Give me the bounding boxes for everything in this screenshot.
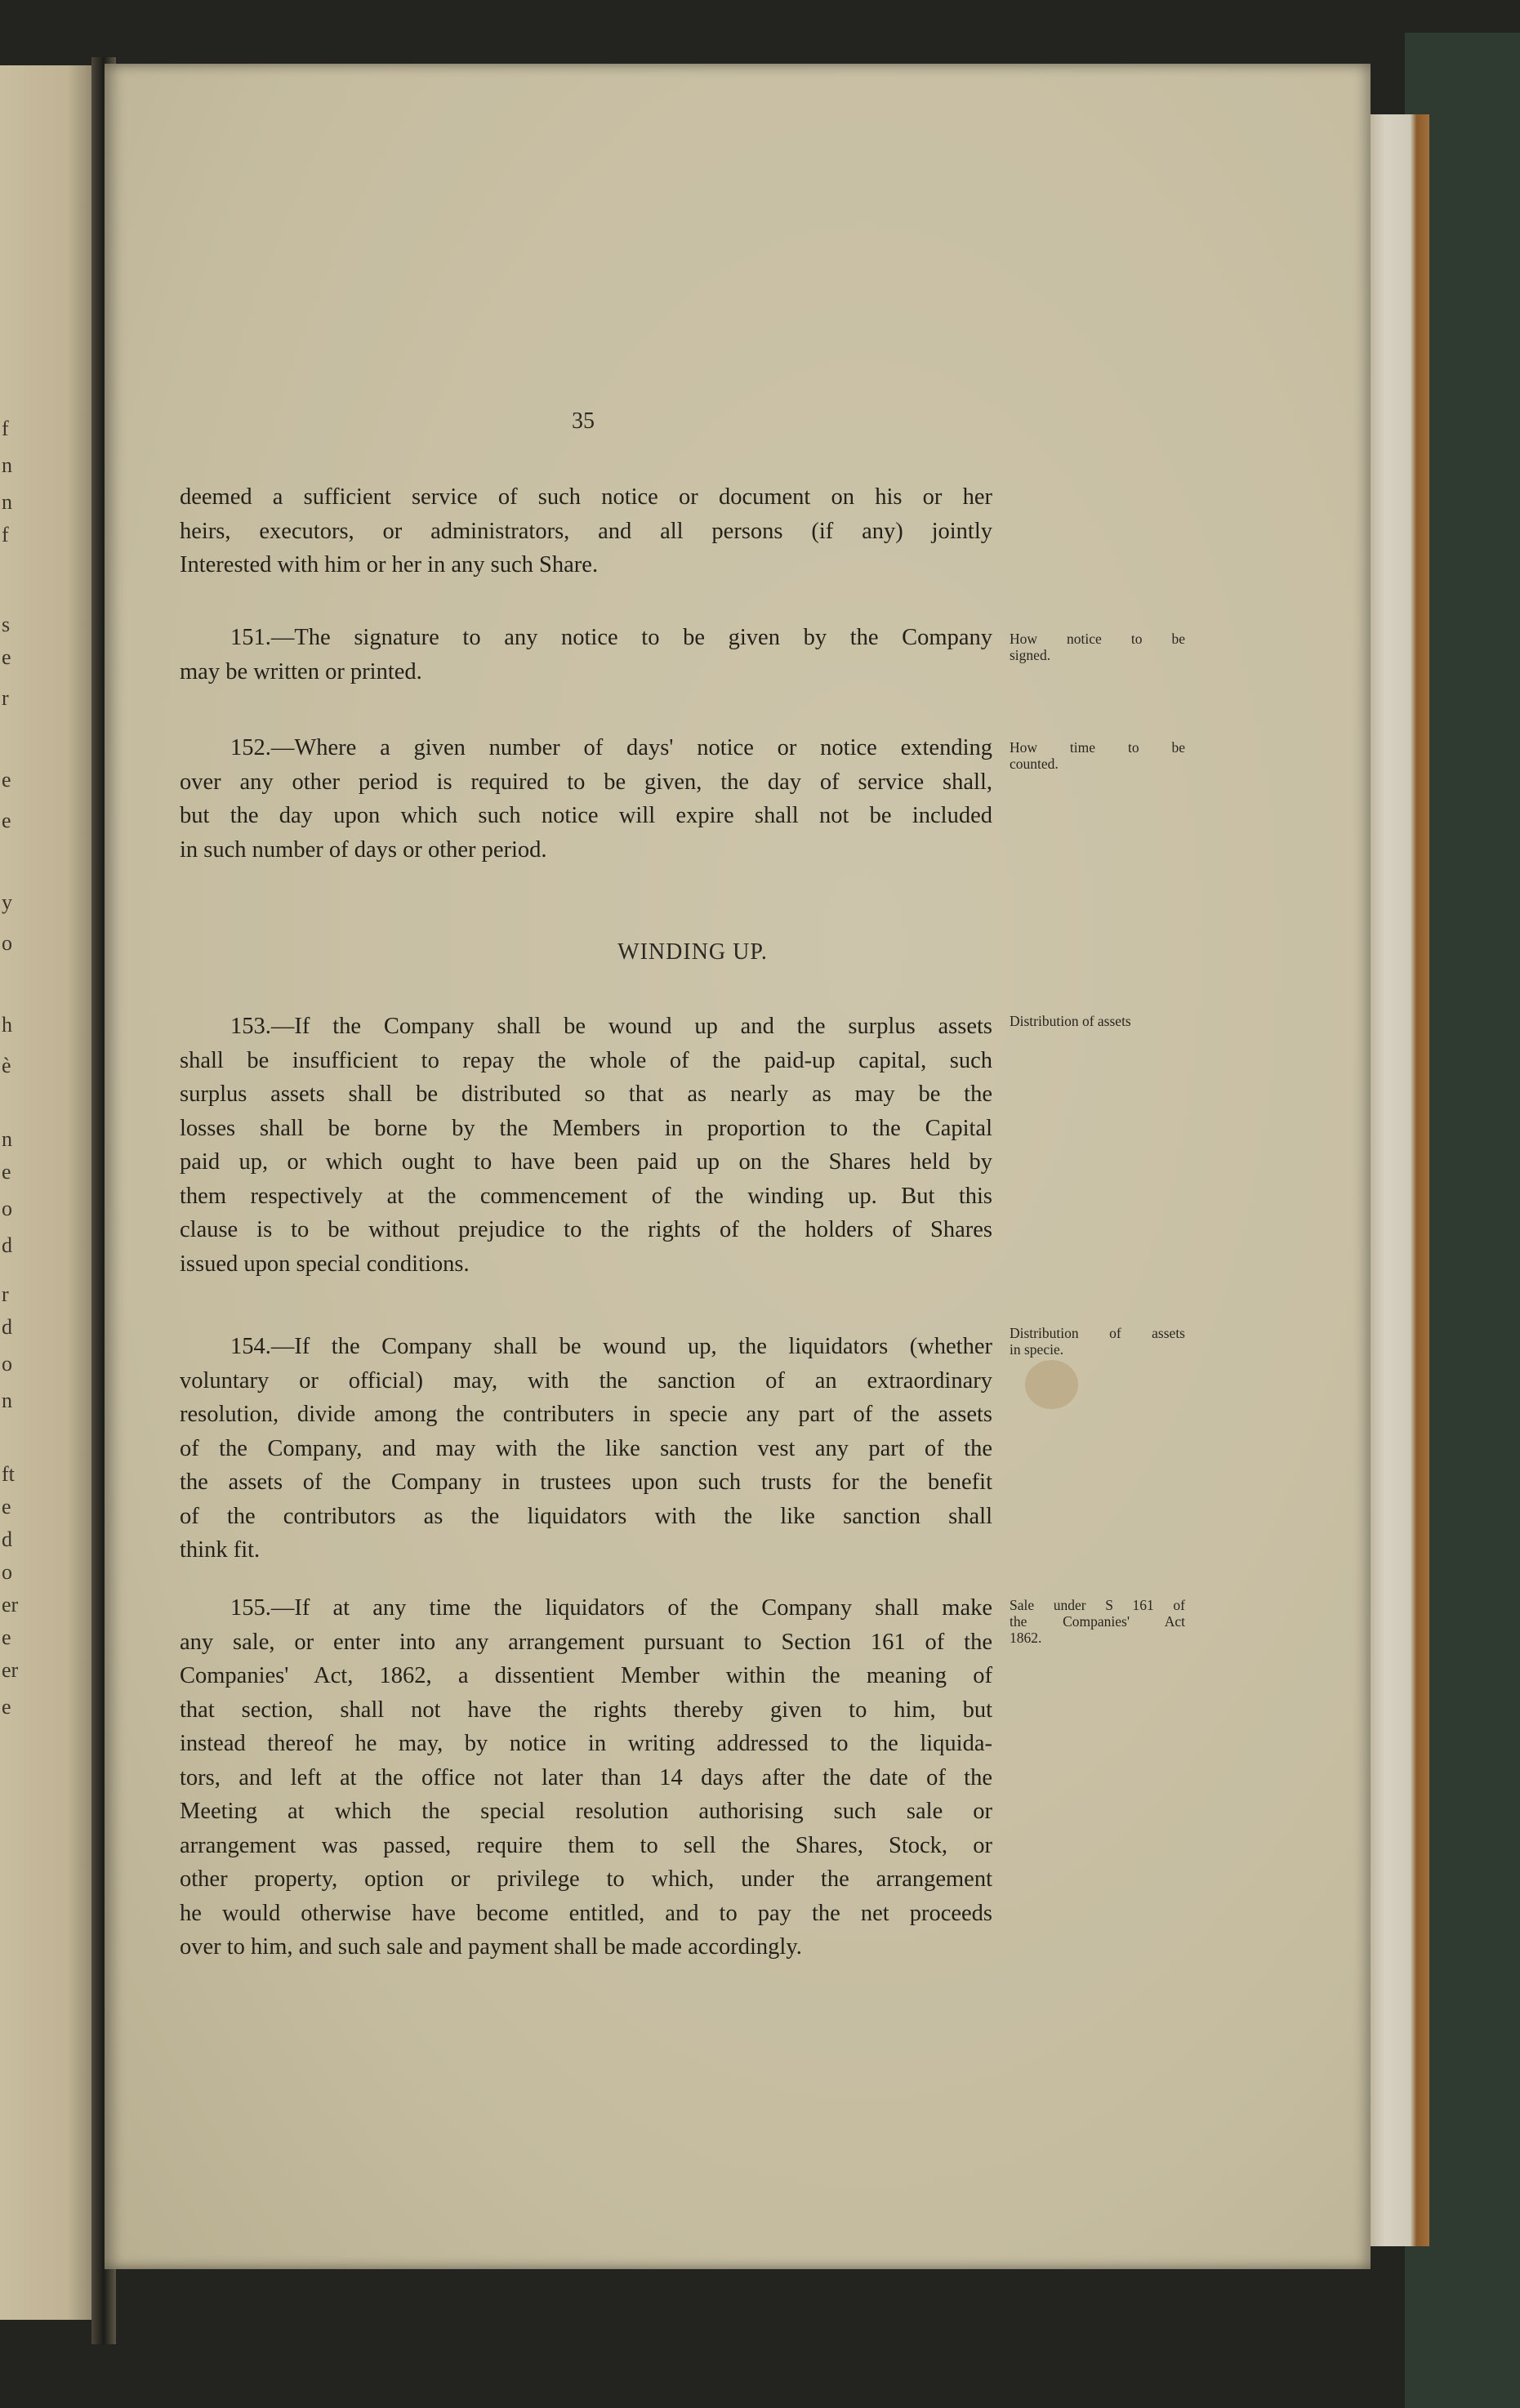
text-line: he would otherwise have become entitled, and to pay the net proceeds — [180, 1900, 992, 1926]
text-line: voluntary or official) may, with the sanction of an extraordinary — [180, 1367, 992, 1394]
margin-note-line: in specie. — [1010, 1341, 1064, 1358]
paragraph-155 — [180, 1591, 992, 1964]
paragraph-152 — [180, 731, 992, 867]
margin-note-line: signed. — [1010, 647, 1051, 663]
margin-note-line: Sale under S 161 of — [1010, 1597, 1185, 1613]
text-line: resolution, divide among the contributers in specie any part of the assets — [180, 1402, 992, 1427]
text-line: arrangement was passed, require them to sell the Shares, Stock, or — [180, 1832, 992, 1858]
text-line: over to him, and such sale and payment shall be made accordingly. — [180, 1934, 802, 1960]
left-page-fragment: er — [2, 1593, 19, 1616]
paragraph-151 — [180, 621, 992, 689]
text-line: surplus assets shall be distributed so that as nearly as may be the — [180, 1081, 992, 1107]
margin-note-line: Distribution of assets — [1010, 1013, 1131, 1029]
left-page-fragment: e — [2, 1695, 11, 1719]
left-page-fragment: e — [2, 1160, 11, 1184]
text-line: Meeting at which the special resolution authorising such sale or — [180, 1799, 992, 1824]
text-line: issued upon special conditions. — [180, 1251, 470, 1277]
left-page-fragment: o — [2, 1197, 12, 1220]
text-line: may be written or printed. — [180, 658, 422, 684]
left-page-fragment: d — [2, 1233, 12, 1257]
text-line: shall be insufficient to repay the whole of the paid-up capital, such — [180, 1047, 992, 1073]
text-line: paid up, or which ought to have been paid up on the Shares held by — [180, 1149, 992, 1175]
left-page-fragment: e — [2, 768, 11, 792]
text-line: tors, and left at the office not later than 14 days after the date of the — [180, 1764, 992, 1790]
margin-note-line: counted. — [1010, 756, 1059, 772]
left-page-fragment: e — [2, 809, 11, 832]
text-line: of the contributors as the liquidators with the like sanction shall — [180, 1503, 992, 1529]
text-line: of the Company, and may with the like sanction vest any part of the — [180, 1435, 992, 1461]
text-line: over any other period is required to be given, the day of service shall, — [180, 769, 992, 795]
left-page-fragment: n — [2, 490, 12, 514]
paper-stain — [1025, 1360, 1078, 1409]
section-heading: WINDING UP. — [617, 939, 768, 965]
left-page-fragment: o — [2, 1352, 12, 1376]
text-line: losses shall be borne by the Members in proportion to the Capital — [180, 1115, 992, 1141]
text-line: 151.—The signature to any notice to be given by the Company — [230, 625, 992, 650]
facing-left-page — [0, 65, 96, 2320]
left-page-fragment: d — [2, 1527, 12, 1551]
left-page-fragment: f — [2, 417, 9, 440]
margin-note — [1010, 1597, 1185, 1646]
left-page-fragment: o — [2, 931, 12, 955]
paragraph-continuation — [180, 480, 992, 582]
left-page-fragment: o — [2, 1560, 12, 1584]
left-page-fragment: e — [2, 1495, 11, 1518]
left-page-fragment: h — [2, 1013, 12, 1037]
page-number: 35 — [572, 408, 595, 434]
text-line: the assets of the Company in trustees upon such trusts for the benefit — [180, 1469, 992, 1495]
left-page-fragment: n — [2, 453, 12, 477]
text-line: instead thereof he may, by notice in writing addressed to the liquida- — [180, 1731, 992, 1756]
margin-note-line: How time to be — [1010, 739, 1185, 756]
left-page-fragment: ft — [2, 1462, 15, 1486]
text-line: other property, option or privilege to which, under the arrangement — [180, 1866, 992, 1892]
text-line: 155.—If at any time the liquidators of the Company shall make — [230, 1595, 992, 1621]
page-edges — [1366, 114, 1429, 2246]
text-line: them respectively at the commencement of the winding up. But this — [180, 1183, 992, 1209]
left-page-fragment: d — [2, 1315, 12, 1339]
margin-note-line: the Companies' Act — [1010, 1613, 1185, 1630]
text-line: any sale, or enter into any arrangement pursuant to Section 161 of the — [180, 1629, 992, 1655]
text-line: clause is to be without prejudice to the rights of the holders of Shares — [180, 1217, 992, 1242]
left-page-fragment: e — [2, 1625, 11, 1649]
margin-note-line: 1862. — [1010, 1630, 1042, 1646]
paragraph-153 — [180, 1010, 992, 1281]
left-page-fragment: er — [2, 1658, 19, 1682]
text-line: think fit. — [180, 1537, 261, 1563]
left-page-fragment: è — [2, 1054, 11, 1077]
text-line: heirs, executors, or administrators, and all persons (if any) jointly — [180, 518, 992, 544]
left-page-fragment: n — [2, 1127, 12, 1151]
margin-note — [1010, 631, 1185, 663]
text-line: that section, shall not have the rights thereby given to him, but — [180, 1697, 992, 1723]
text-line: Interested with him or her in any such Share. — [180, 552, 599, 577]
paragraph-154 — [180, 1330, 992, 1567]
text-line: 153.—If the Company shall be wound up and the surplus assets — [230, 1014, 992, 1039]
margin-note — [1010, 739, 1185, 772]
left-page-fragment: r — [2, 1282, 9, 1306]
left-page-fragment: y — [2, 890, 12, 914]
left-page-fragment: f — [2, 523, 9, 546]
left-page-fragment: n — [2, 1389, 12, 1412]
left-page-fragment: s — [2, 613, 11, 636]
margin-note — [1010, 1013, 1185, 1029]
text-line: 152.—Where a given number of days' notice or notice extending — [230, 735, 992, 760]
text-line: in such number of days or other period. — [180, 836, 547, 863]
margin-note-line: Distribution of assets — [1010, 1325, 1185, 1341]
text-line: Companies' Act, 1862, a dissentient Member within the meaning of — [180, 1663, 992, 1688]
text-line: deemed a sufficient service of such notice or document on his or her — [180, 484, 992, 510]
left-page-fragment: r — [2, 686, 9, 710]
margin-note-line: How notice to be — [1010, 631, 1185, 647]
margin-note — [1010, 1325, 1185, 1358]
text-line: 154.—If the Company shall be wound up, the liquidators (whether — [230, 1334, 992, 1359]
text-line: but the day upon which such notice will expire shall not be included — [180, 803, 992, 828]
left-page-fragment: e — [2, 645, 11, 669]
